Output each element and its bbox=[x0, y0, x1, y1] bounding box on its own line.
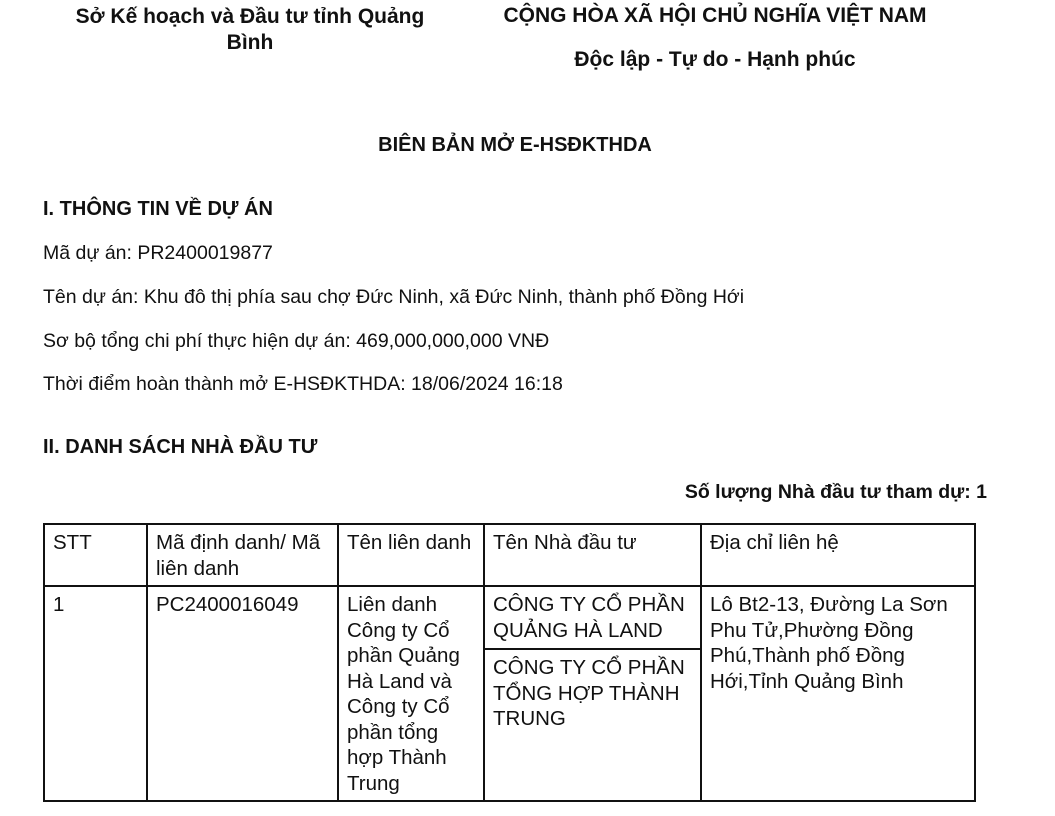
agency-name-line2: Bình bbox=[226, 31, 274, 54]
table-row bbox=[44, 586, 975, 801]
column-header-consortium: Tên liên danh bbox=[338, 524, 484, 586]
column-header-code: Mã định danh/ Mã liên danh bbox=[147, 524, 338, 586]
cell-code: PC2400016049 bbox=[147, 586, 338, 801]
project-name: Tên dự án: Khu đô thị phía sau chợ Đức Ninh, xã Đức Ninh, thành phố Đồng Hới bbox=[43, 286, 745, 308]
cell-consortium: Liên danh Công ty Cổ phần Quảng Hà Land và Công ty Cổ phần tổng hợp Thành Trung bbox=[338, 586, 484, 801]
column-header-address: Địa chỉ liên hệ bbox=[701, 524, 975, 586]
agency-name bbox=[0, 4, 500, 56]
agency-name-line1: Sở Kế hoạch và Đầu tư tỉnh Quảng bbox=[75, 5, 425, 28]
section-investor-list-heading: II. DANH SÁCH NHÀ ĐẦU TƯ bbox=[43, 436, 318, 458]
column-header-stt: STT bbox=[44, 524, 147, 586]
column-header-investor-label: Tên Nhà đầu tư bbox=[493, 531, 637, 554]
investor-name: CÔNG TY CỔ PHẦN TỔNG HỢP THÀNH TRUNG bbox=[493, 656, 685, 730]
opening-time: Thời điểm hoàn thành mở E-HSĐKTHDA: 18/06/2024 16:18 bbox=[43, 373, 563, 395]
document-title: BIÊN BẢN MỞ E-HSĐKTHDA bbox=[378, 134, 652, 156]
column-header-investor bbox=[484, 524, 701, 586]
section-project-info-heading: I. THÔNG TIN VỀ DỰ ÁN bbox=[43, 198, 273, 220]
investor-name: CÔNG TY CỔ PHẦN QUẢNG HÀ LAND bbox=[485, 587, 700, 650]
nation-title: CỘNG HÒA XÃ HỘI CHỦ NGHĨA VIỆT NAM bbox=[503, 4, 927, 27]
table-header-row bbox=[44, 524, 975, 586]
cell-address: Lô Bt2-13, Đường La Sơn Phu Tử,Phường Đồng Phú,Thành phố Đồng Hới,Tỉnh Quảng Bình bbox=[701, 586, 975, 801]
investor-count: Số lượng Nhà đầu tư tham dự: 1 bbox=[684, 481, 987, 503]
cell-stt: 1 bbox=[44, 586, 147, 801]
estimated-cost: Sơ bộ tổng chi phí thực hiện dự án: 469,000,000,000 VNĐ bbox=[43, 330, 550, 352]
investor-table bbox=[43, 523, 976, 802]
cell-investors bbox=[484, 586, 701, 801]
national-motto: Độc lập - Tự do - Hạnh phúc bbox=[574, 48, 856, 71]
project-code: Mã dự án: PR2400019877 bbox=[43, 242, 273, 264]
